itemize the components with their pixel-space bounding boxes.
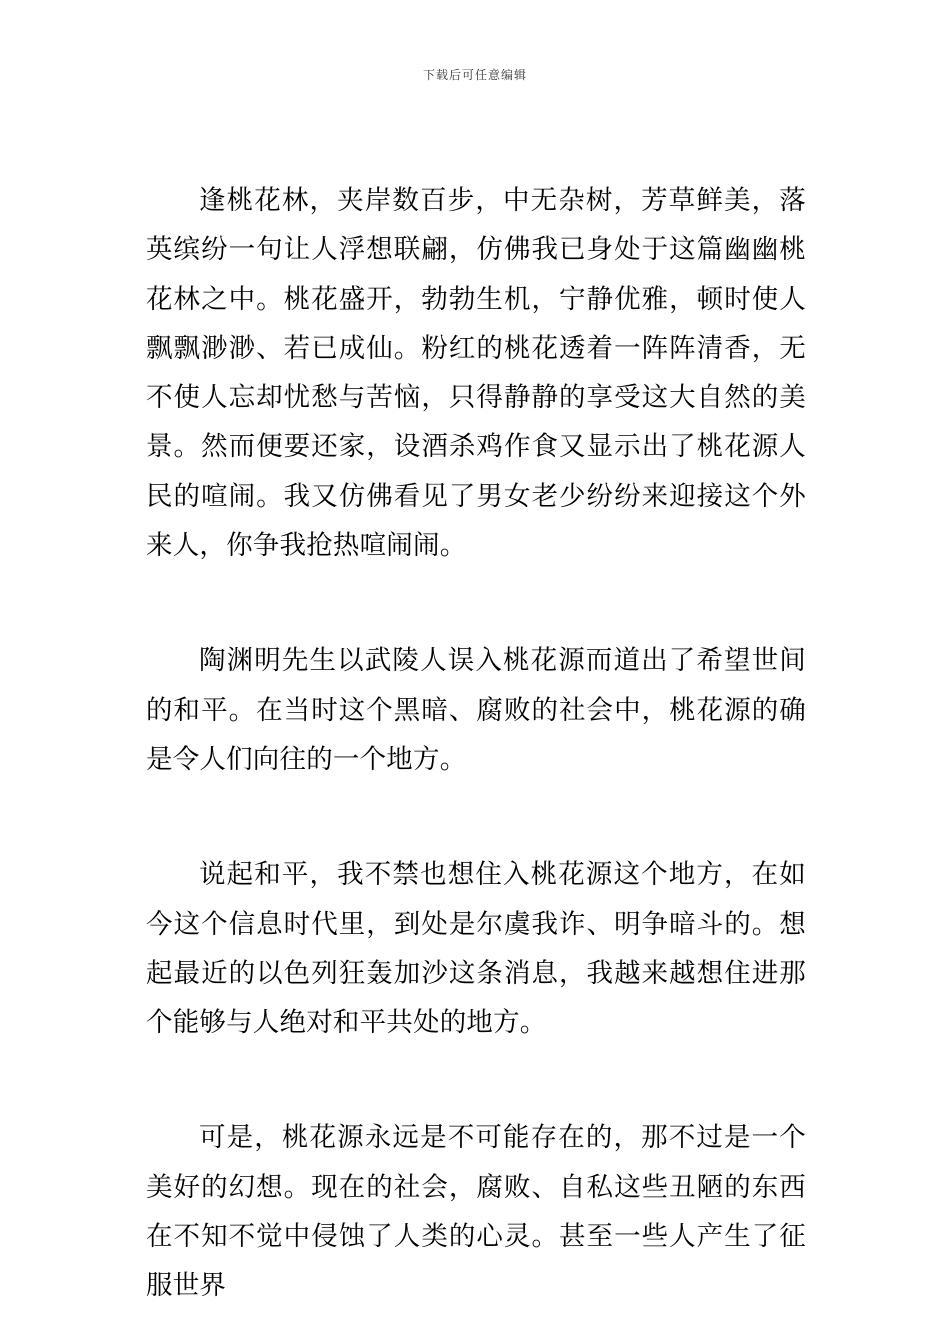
paragraph-3: 说起和平，我不禁也想住入桃花源这个地方，在如今这个信息时代里，到处是尔虞我诈、明争暗斗的。想起最近的以色列狂轰加沙这条消息，我越来越想住进那个能够与人绝对和平共处的地方。 — [146, 859, 806, 1039]
paragraph-1: 逢桃花林，夹岸数百步，中无杂树，芳草鲜美，落英缤纷一句让人浮想联翩，仿佛我已身处于这篇幽幽桃花林之中。桃花盛开，勃勃生机，宁静优雅，顿时使人飘飘渺渺、若已成仙。粉红的桃花透着一阵阵清香，无不使人忘却忧愁与苦恼，只得静静的享受这大自然的美景。然而便要还家，设酒杀鸡作食又显示出了桃花源人民的喧闹。我又仿佛看见了男女老少纷纷来迎接这个外来人，你争我抢热喧闹闹。 — [146, 185, 806, 562]
document-body — [146, 176, 806, 1311]
paragraph-2: 陶渊明先生以武陵人误入桃花源而道出了希望世间的和平。在当时这个黑暗、腐败的社会中，桃花源的确是令人们向往的一个地方。 — [146, 645, 806, 775]
paragraph-4: 可是，桃花源永远是不可能存在的，那不过是一个美好的幻想。现在的社会，腐败、自私这些丑陋的东西在不知不觉中侵蚀了人类的心灵。甚至一些人产生了征服世界 — [146, 1122, 806, 1302]
header-note: 下载后可任意编辑 — [422, 68, 527, 82]
